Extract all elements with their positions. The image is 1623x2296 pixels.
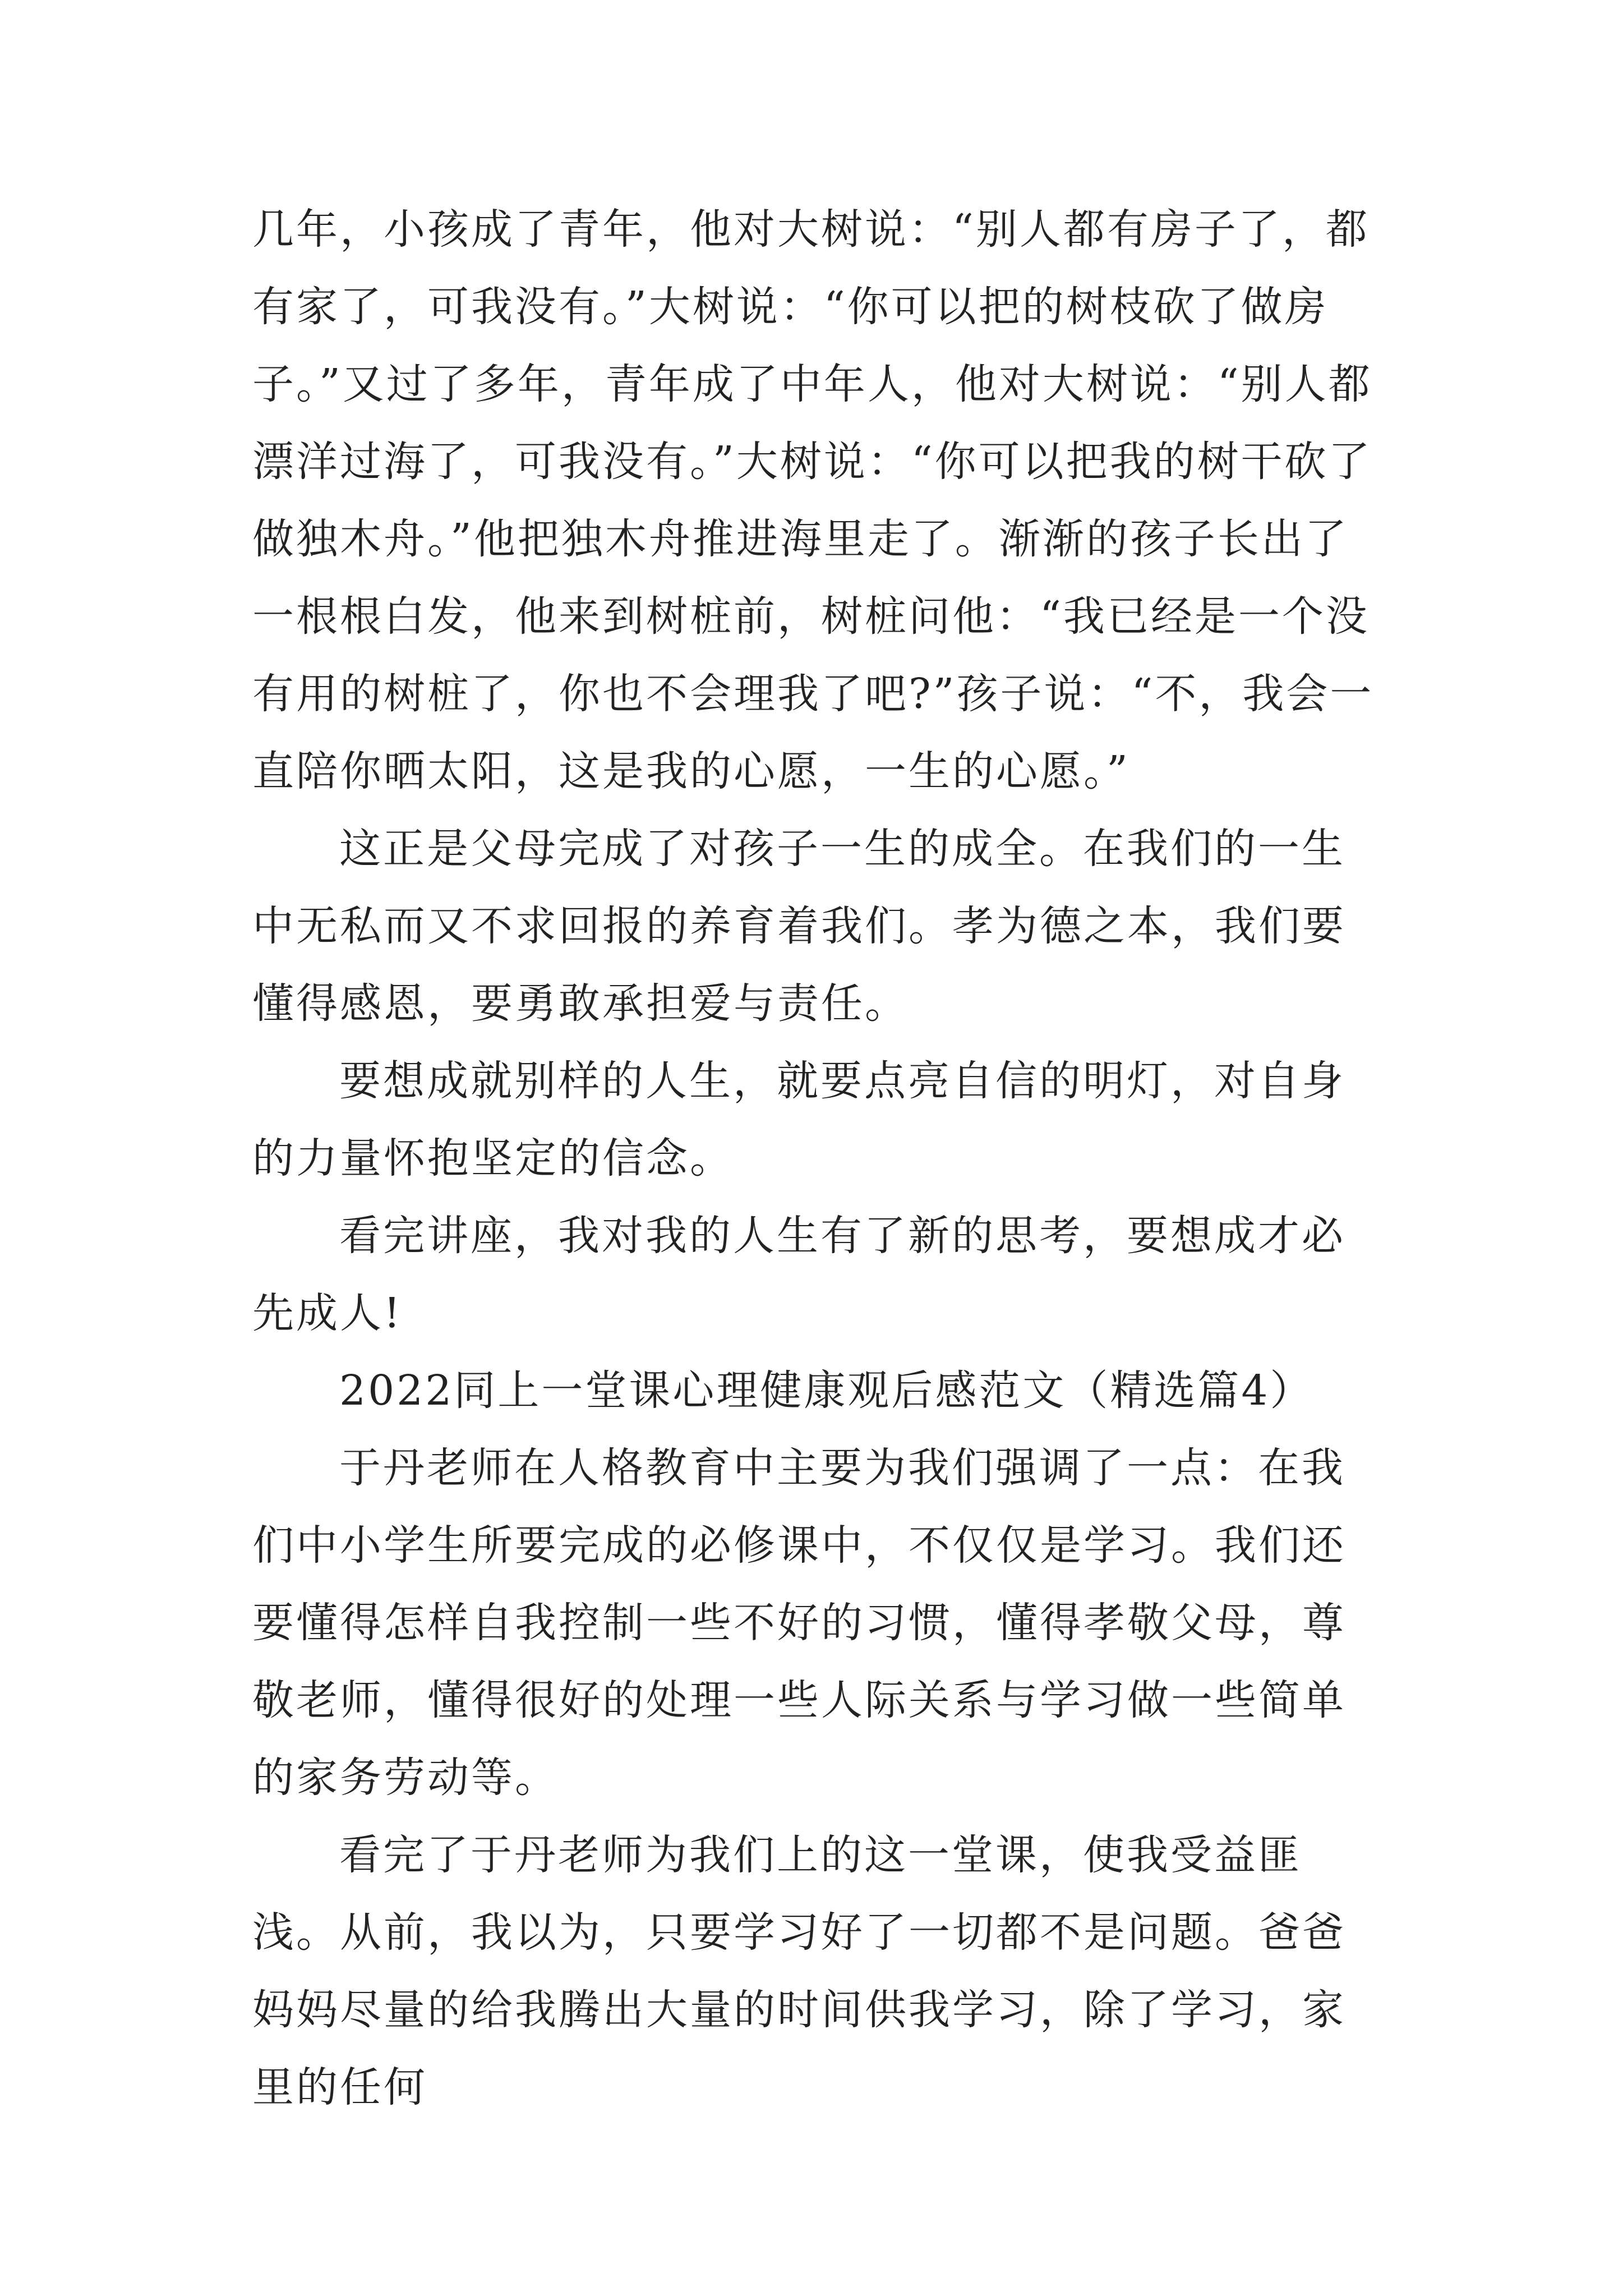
document-body [252,191,1385,2126]
section-heading: 2022同上一堂课心理健康观后感范文（精选篇4） [339,1366,1314,1415]
parents-paragraph: 这正是父母完成了对孩子一生的成全。在我们的一生中无私而又不求回报的养育着我们。孝为德之本，我们要懂得感恩，要勇敢承担爱与责任。 [252,825,1346,1028]
reflection-paragraph: 看完讲座，我对我的人生有了新的思考，要想成才必先成人! [252,1212,1345,1337]
confidence-paragraph: 要想成就别样的人生，就要点亮自信的明灯，对自身的力量怀抱坚定的信念。 [252,1057,1345,1182]
story-paragraph: 几年，小孩成了青年，他对大树说：“别人都有房子了，都有家了，可我没有。”大树说：“你可以把的树枝砍了做房子。”又过了多年，青年成了中年人，他对大树说：“别人都漂洋过海了，可我没有。”大树说：“你可以把我的树干砍了做独木舟。”他把独木舟推进海里走了。渐渐的孩子长出了一根根白发，他来到树桩前，树桩问他：“我已经是一个没有用的树桩了，你也不会理我了吧?”孩子说：“不，我会一直陪你晒太阳，这是我的心愿，一生的心愿。” [252,205,1374,795]
yudan-paragraph: 于丹老师在人格教育中主要为我们强调了一点：在我们中小学生所要完成的必修课中，不仅仅是学习。我们还要懂得怎样自我控制一些不好的习惯，懂得孝敬父母，尊敬老师，懂得很好的处理一些人际关系与学习做一些简单的家务劳动等。 [252,1444,1346,1802]
benefit-paragraph: 看完了于丹老师为我们上的这一堂课，使我受益匪浅。从前，我以为，只要学习好了一切都不是问题。爸爸妈妈尽量的给我腾出大量的时间供我学习，除了学习，家里的任何 [252,1831,1346,2111]
